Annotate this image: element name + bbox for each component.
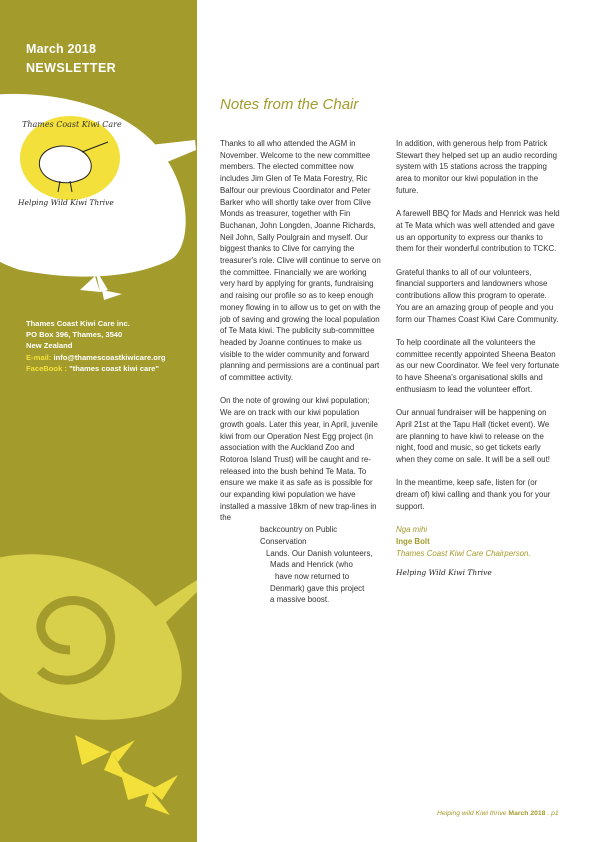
- signoff-greeting: Nga mihi: [396, 525, 428, 535]
- contact-po-box: PO Box 396, Thames, 3540: [26, 330, 123, 340]
- article-column-2: [396, 138, 560, 579]
- logo-tagline: Helping Wild Kiwi Thrive: [18, 198, 114, 207]
- paragraph-line: backcountry on Public Conservation: [260, 525, 338, 546]
- paragraph: To help coordinate all the volunteers the committee recently appointed Sheena Beaton as our new Coordinator. We feel very fortunate to have Sheena's organisational skills and enthusiasm to lead the volunteer effort.: [396, 337, 560, 394]
- email-link[interactable]: info@thamescoastkiwicare.org: [53, 352, 166, 362]
- footer-issue: March 2018: [508, 810, 546, 817]
- article-column-1: [220, 138, 383, 606]
- paragraph-text: On the note of growing our kiwi population; We are on track with our kiwi population growth goals. Later this year, in April, juvenile kiwi from our Operation Nest Egg project (in association with the Auckland Zoo and Rotoroa Island Trust) will be caught and re-released into the bush behind Te Mata. To ensure we make it as safe as is possible for our expanding kiwi population we have installed a massive 18km of new trap-lines in the: [220, 396, 378, 523]
- facebook-link[interactable]: "thames coast kiwi care": [69, 363, 159, 373]
- contact-country: New Zealand: [26, 341, 73, 351]
- logo-title: Thames Coast Kiwi Care: [22, 120, 122, 129]
- contact-org: Thames Coast Kiwi Care inc.: [26, 319, 130, 328]
- email-label: E-mail:: [26, 352, 52, 362]
- paragraph-line: Denmark) gave this project: [270, 583, 365, 593]
- paragraph: Thanks to all who attended the AGM in November. Welcome to the new committee members. The elected committee now includes Jim Glen of Te Mata Forestry, Ric Balfour our previous Coordinator and Peter Barker who will shortly take over from Clive Monds as treasurer, together with Fin Buchanan, John Longden, Joanne Richards, Neil John, Sally Poulgrain and myself. Our biggest thanks to Clive for carrying the treasurer's role. Clive will continue to serve on the committee. Financially we are working very hard by applying for grants, fundraising and raising our profile so as to keep enough money flowing in to allow us to get on with the job of saving and growing the local population of Te Mata kiwi. The publicity sub-committee headed by Joanne continues to make us visible to the wider community and forward planning and permissions are a continual part of committee activity.: [220, 139, 381, 383]
- contact-facebook-row: [26, 363, 166, 374]
- paragraph: A farewell BBQ for Mads and Henrick was held at Te Mata which was well attended and gave us an opportunity to express our thanks to them for their wonderful contribution to TCKC.: [396, 209, 560, 254]
- paragraph: Grateful thanks to all of our volunteers, financial supporters and landowners whose contributions allow this program to operate. You are an amazing group of people and you form our Thames Coast Kiwi Care Community.: [396, 267, 559, 324]
- footer-page: . p1: [547, 810, 559, 817]
- signoff-name: Inge Bolt: [396, 536, 430, 546]
- newsletter-title: NEWSLETTER: [26, 61, 117, 75]
- facebook-label: FaceBook :: [26, 363, 67, 373]
- paragraph-line: a massive boost.: [270, 595, 330, 605]
- signoff-role: Thames Coast Kiwi Care Chairperson.: [396, 548, 531, 558]
- paragraph-line: Lands. Our Danish volunteers,: [266, 548, 373, 558]
- paragraph: In addition, with generous help from Patrick Stewart they helped set up an audio recording system with 15 stations across the trapping area to monitor our kiwi population in the future.: [396, 139, 557, 195]
- paragraph-line: have now returned to: [275, 572, 350, 581]
- contact-email-row: [26, 352, 166, 363]
- contact-block: [26, 318, 166, 374]
- signoff-tagline: Helping Wild Kiwi Thrive: [396, 568, 492, 578]
- footer-text: Helping wild Kiwi thrive: [437, 810, 507, 817]
- paragraph: Our annual fundraiser will be happening on April 21st at the Tapu Hall (ticket event). We are planning to have kiwi to release on the night, food and music, so get tickets early when they come on sale. It will be a sell out!: [396, 408, 550, 464]
- paragraph: In the meantime, keep safe, listen for (or dream of) kiwi calling and thank you for your support.: [396, 478, 551, 511]
- paragraph-line: Mads and Henrick (who: [270, 560, 353, 570]
- sidebar: [0, 0, 197, 842]
- newsletter-date: March 2018: [26, 42, 97, 56]
- article-heading: Notes from the Chair: [220, 96, 359, 113]
- page-footer: [437, 810, 559, 817]
- paragraph: [220, 395, 383, 606]
